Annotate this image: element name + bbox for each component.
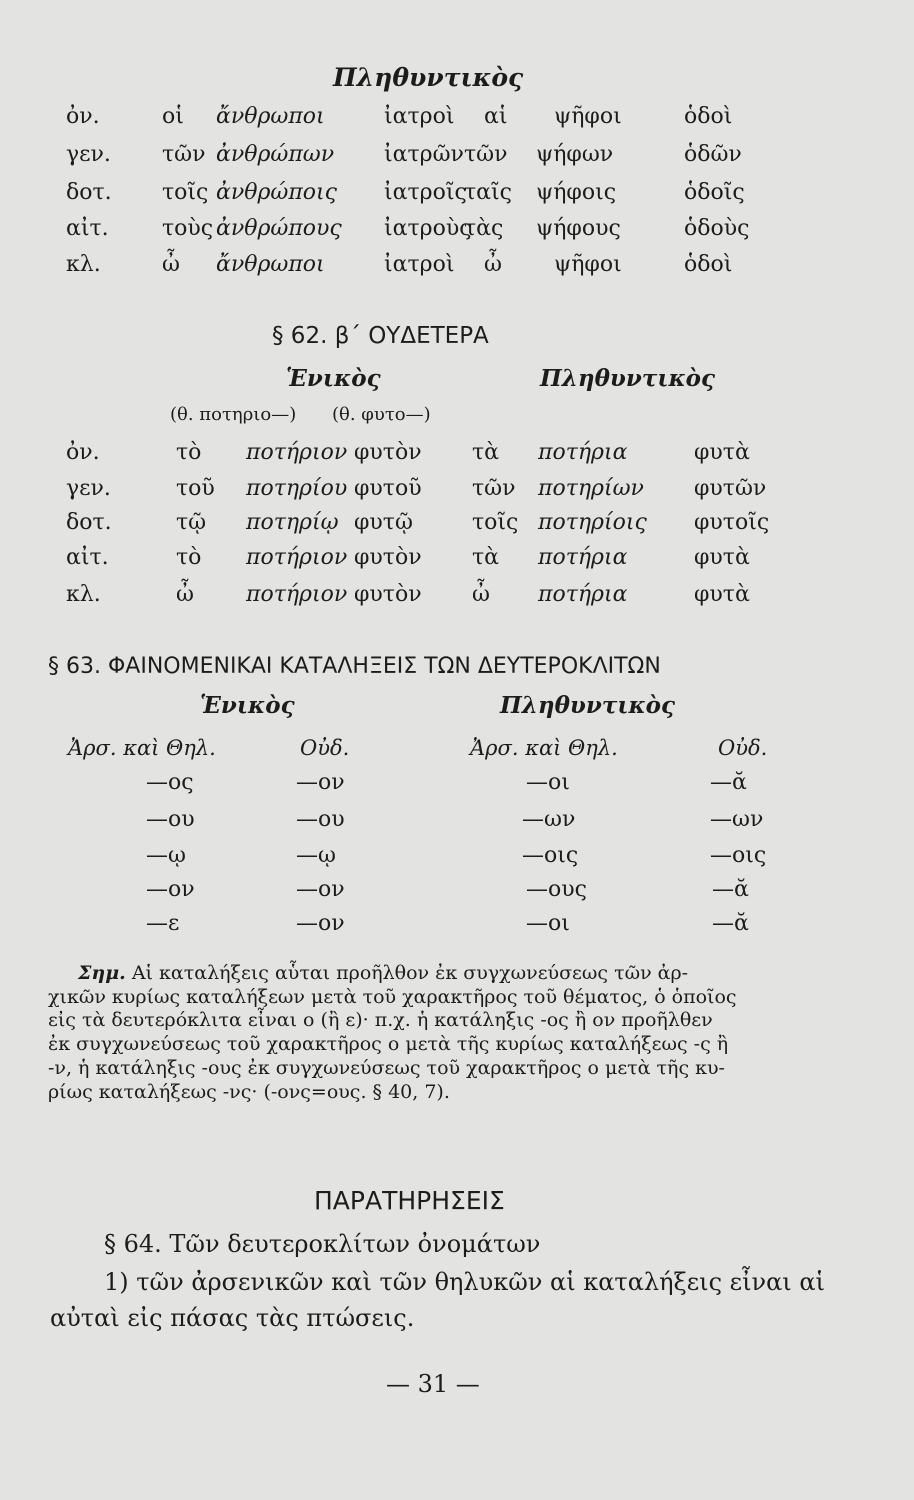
word-form: ποτήριον bbox=[246, 582, 348, 607]
word-form: ποτήριον bbox=[246, 440, 348, 465]
article: τὰς bbox=[464, 216, 504, 241]
table-row bbox=[0, 911, 914, 951]
case-label: αἰτ. bbox=[66, 216, 109, 241]
article: τῷ bbox=[176, 510, 207, 535]
table-row bbox=[0, 770, 914, 810]
plural-heading-61: Πληθυντικὸς bbox=[333, 63, 524, 92]
table-row bbox=[0, 545, 914, 585]
note-line: -ν, ἡ κατάληξις -ους ἐκ συγχωνεύσεως τοῦ χαρακτῆρος ο μετὰ τῆς κυ- bbox=[48, 1056, 725, 1079]
case-label: γεν. bbox=[66, 142, 111, 167]
remarks-heading: ΠΑΡΑΤΗΡΗΣΕΙΣ bbox=[314, 1186, 505, 1215]
article: ὦ bbox=[484, 252, 502, 277]
article: τὰ bbox=[472, 545, 500, 570]
word-form: ἰατροῖς bbox=[384, 180, 467, 205]
word-form: ποτήρια bbox=[538, 440, 628, 465]
article: ὦ bbox=[472, 582, 490, 607]
table-row bbox=[0, 582, 914, 622]
ending: —ον bbox=[146, 877, 195, 902]
word-form: ποτηρίῳ bbox=[246, 510, 339, 535]
word-form: ὁδῶν bbox=[684, 142, 742, 167]
article: τοὺς bbox=[162, 216, 214, 241]
article: τοῦ bbox=[176, 476, 215, 501]
paragraph-line: αὐταὶ εἰς πάσας τὰς πτώσεις. bbox=[50, 1304, 415, 1332]
ending: —ων bbox=[522, 807, 576, 832]
word-form: ποτηρίοις bbox=[538, 510, 647, 535]
theme-label: (θ. ποτηριο—) bbox=[170, 404, 297, 425]
column-header: Οὐδ. bbox=[300, 736, 350, 760]
word-form: ἰατροὺς bbox=[384, 216, 472, 241]
article: τὰ bbox=[472, 440, 500, 465]
word-form: ψήφοις bbox=[536, 180, 617, 205]
word-form: φυτὰ bbox=[694, 440, 750, 465]
word-form: φυτοῦ bbox=[354, 476, 422, 501]
word-form: ποτηρίων bbox=[538, 476, 644, 501]
case-label: αἰτ. bbox=[66, 545, 109, 570]
column-header: Οὐδ. bbox=[718, 736, 768, 760]
word-form: ψῆφοι bbox=[554, 252, 622, 277]
word-form: φυτοῖς bbox=[694, 510, 770, 535]
table-row bbox=[0, 180, 914, 220]
word-form: ἀνθρώπων bbox=[216, 142, 335, 167]
ending: —ον bbox=[296, 877, 345, 902]
word-form: ὁδοὶ bbox=[684, 104, 733, 129]
article: ὦ bbox=[176, 582, 194, 607]
singular-heading-63: Ἑνικὸς bbox=[200, 692, 295, 719]
article: τὸ bbox=[176, 545, 202, 570]
case-label: γεν. bbox=[66, 476, 111, 501]
ending: —ῳ bbox=[296, 843, 336, 868]
column-header: Ἀρσ. καὶ Θηλ. bbox=[68, 736, 216, 760]
word-form: ποτήρια bbox=[538, 582, 628, 607]
page-number: — 31 — bbox=[386, 1370, 480, 1398]
ending: —ῳ bbox=[146, 843, 186, 868]
note-line: ἐκ συγχωνεύσεως τοῦ χαρακτῆρος ο μετὰ τῆς κυρίως καταλήξεως -ς ἢ bbox=[48, 1033, 729, 1056]
word-form: φυτὰ bbox=[694, 582, 750, 607]
word-form: ὁδοὶ bbox=[684, 252, 733, 277]
ending: —ου bbox=[146, 807, 195, 832]
note-line: Αἱ καταλήξεις αὗται προῆλθον ἐκ συγχωνεύσεως τῶν ἀρ- bbox=[131, 962, 689, 984]
ending: —ᾰ bbox=[710, 770, 747, 795]
word-form: ἰατροὶ bbox=[384, 252, 455, 277]
case-label: κλ. bbox=[66, 252, 101, 277]
case-label: κλ. bbox=[66, 582, 101, 607]
column-header: Ἀρσ. καὶ Θηλ. bbox=[470, 736, 618, 760]
word-form: φυτὸν bbox=[354, 582, 422, 607]
table-row bbox=[0, 104, 914, 144]
word-form: φυτὸν bbox=[354, 545, 422, 570]
table-row bbox=[0, 252, 914, 292]
word-form: ὁδοῖς bbox=[684, 180, 745, 205]
plural-heading-62: Πληθυντικὸς bbox=[540, 365, 716, 392]
word-form: ψήφους bbox=[536, 216, 621, 241]
table-row bbox=[0, 807, 914, 847]
word-form: ὁδοὺς bbox=[684, 216, 750, 241]
ending: —οι bbox=[526, 770, 570, 795]
article: τὸ bbox=[176, 440, 202, 465]
table-row bbox=[0, 142, 914, 182]
article: οἱ bbox=[162, 104, 184, 129]
section-64-title: § 64. Τῶν δευτεροκλίτων ὀνομάτων bbox=[104, 1230, 541, 1258]
table-row bbox=[0, 510, 914, 550]
word-form: ἰατροὶ bbox=[384, 104, 455, 129]
article: ταῖς bbox=[464, 180, 512, 205]
article: αἱ bbox=[484, 104, 508, 129]
article: ὦ bbox=[162, 252, 180, 277]
article: τῶν bbox=[162, 142, 206, 167]
section-63-title: § 63. ΦΑΙΝΟΜΕΝΙΚΑΙ ΚΑΤΑΛΗΞΕΙΣ ΤΩΝ ΔΕΥΤΕΡΟΚΛΙΤΩΝ bbox=[48, 654, 661, 679]
article: τοῖς bbox=[472, 510, 519, 535]
case-label: ὀν. bbox=[66, 104, 100, 129]
theme-label: (θ. φυτο—) bbox=[332, 404, 431, 425]
note-line: εἰς τὰ δευτερόκλιτα εἶναι ο (ἢ ε)· π.χ. ἡ κατάληξις -ος ἢ ον προῆλθεν bbox=[48, 1009, 713, 1032]
case-label: δοτ. bbox=[66, 510, 112, 535]
article: τῶν bbox=[472, 476, 516, 501]
article: τοῖς bbox=[162, 180, 209, 205]
article: τῶν bbox=[464, 142, 508, 167]
ending: —ᾰ bbox=[712, 911, 749, 936]
word-form: ἀνθρώπους bbox=[216, 216, 342, 241]
word-form: ποτηρίου bbox=[246, 476, 348, 501]
word-form: φυτῷ bbox=[354, 510, 413, 535]
note-paragraph bbox=[48, 962, 828, 1104]
word-form: ψῆφοι bbox=[554, 104, 622, 129]
plural-heading-63: Πληθυντικὸς bbox=[500, 692, 676, 719]
paragraph-line: 1) τῶν ἀρσενικῶν καὶ τῶν θηλυκῶν αἱ καταλήξεις εἶναι αἱ bbox=[104, 1268, 825, 1296]
ending: —ους bbox=[526, 877, 587, 902]
word-form: φυτὰ bbox=[694, 545, 750, 570]
section-62-title: § 62. β΄ ΟΥΔΕΤΕΡΑ bbox=[272, 323, 489, 349]
table-row bbox=[0, 440, 914, 480]
ending: —ον bbox=[296, 770, 345, 795]
word-form: ἄνθρωποι bbox=[216, 252, 325, 277]
word-form: φυτὸν bbox=[354, 440, 422, 465]
note-label: Σημ. bbox=[78, 962, 126, 984]
ending: —ᾰ bbox=[712, 877, 749, 902]
note-line: χικῶν κυρίως καταλήξεων μετὰ τοῦ χαρακτῆρος τοῦ θέματος, ὁ ὁποῖος bbox=[48, 985, 737, 1008]
table-row bbox=[0, 216, 914, 256]
ending: —οις bbox=[710, 843, 767, 868]
word-form: φυτῶν bbox=[694, 476, 767, 501]
ending: —ος bbox=[146, 770, 194, 795]
note-line: ρίως καταλήξεως -νς· (-ονς=ους. § 40, 7). bbox=[48, 1080, 450, 1103]
case-label: ὀν. bbox=[66, 440, 100, 465]
ending: —ον bbox=[296, 911, 345, 936]
ending: —οι bbox=[526, 911, 570, 936]
word-form: ψήφων bbox=[536, 142, 614, 167]
ending: —ε bbox=[146, 911, 180, 936]
word-form: ἀνθρώποις bbox=[216, 180, 337, 205]
word-form: ποτήριον bbox=[246, 545, 348, 570]
ending: —οις bbox=[522, 843, 579, 868]
ending: —ων bbox=[710, 807, 764, 832]
singular-heading-62: Ἑνικὸς bbox=[286, 365, 381, 392]
case-label: δοτ. bbox=[66, 180, 112, 205]
word-form: ἰατρῶν bbox=[384, 142, 464, 167]
ending: —ου bbox=[296, 807, 345, 832]
word-form: ποτήρια bbox=[538, 545, 628, 570]
word-form: ἄνθρωποι bbox=[216, 104, 325, 129]
